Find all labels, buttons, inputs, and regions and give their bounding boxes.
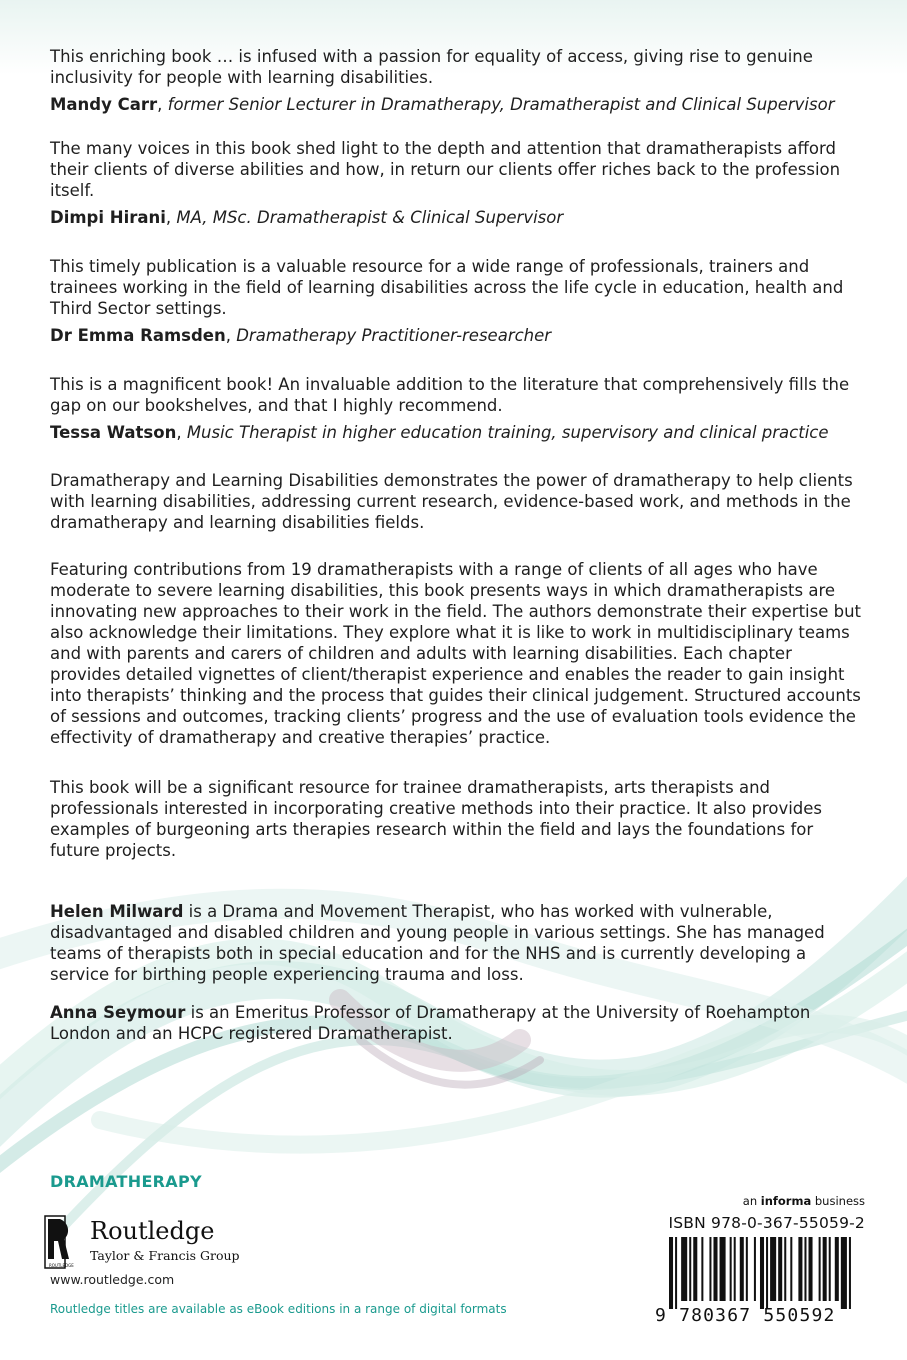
ebook-note: Routledge titles are available as eBook editions in a range of digital formats xyxy=(50,1302,507,1316)
barcode-bar xyxy=(770,1237,776,1301)
barcode-bar xyxy=(841,1237,847,1309)
informa-business-label: an informa business xyxy=(742,1194,865,1208)
publisher-name: Routledge xyxy=(90,1217,215,1245)
description-paragraph-1: Dramatherapy and Learning Disabilities demonstrates the power of dramatherapy to help clients with learning disabilities, addressing current research, evidence-based work, and methods in the dramatherapy and learning disabilities fields. xyxy=(50,471,853,532)
series-label: DRAMATHERAPY xyxy=(50,1172,202,1191)
publisher-group: Taylor & Francis Group xyxy=(90,1248,240,1263)
barcode-bar xyxy=(754,1237,756,1301)
barcode-bar xyxy=(746,1237,748,1301)
barcode-bar xyxy=(798,1237,802,1301)
barcode xyxy=(655,1237,865,1325)
publisher-logo xyxy=(44,1215,264,1271)
endorsement-name: Dimpi Hirani xyxy=(50,208,166,227)
isbn-label: ISBN 978-0-367-55059-2 xyxy=(668,1214,865,1232)
barcode-bar xyxy=(689,1237,691,1301)
description-paragraph-2: Featuring contributions from 19 dramatherapists with a range of clients of all ages who have moderate to severe learning disabilities, this book presents ways in which dramatherapists are innovating new approaches to their work in the field. The authors demonstrate their expertise but also acknowledge their limitations. They explore what it is like to work in multidisciplinary teams and with parents and carers of children and adults with learning disabilities. Each chapter provides detailed vignettes of client/therapist experience and enables the reader to gain insight into therapists’ thinking and the process that guides their clinical judgement. Structured accounts of sessions and outcomes, tracking clients’ progress and the use of evaluation tools evidence the effectivity of dramatherapy and creative therapies’ practice. xyxy=(50,560,862,747)
author-bio-2 xyxy=(50,1002,865,1044)
informa-brand: informa xyxy=(760,1194,812,1208)
endorsement-2: The many voices in this book shed light to the depth and attention that dramatherapists afford their clients of diverse abilities and how, in return our clients offer riches back to the profession itself. Dimpi Hirani, MA, MSc. Dramatherapist & Clinical Supervisor xyxy=(50,138,865,228)
routledge-r-logo-icon xyxy=(44,1215,74,1271)
barcode-bar xyxy=(804,1237,806,1301)
barcode-bar xyxy=(778,1237,782,1301)
endorsement-name: Tessa Watson xyxy=(50,423,177,442)
barcode-bar xyxy=(693,1237,697,1301)
barcode-bar xyxy=(766,1237,768,1309)
barcode-bar xyxy=(849,1237,851,1309)
endorsement-quote: This is a magnificent book! An invaluable addition to the literature that comprehensively fills the gap on our bookshelves, and that I highly recommend. xyxy=(50,375,850,415)
endorsement-quote: The many voices in this book shed light to the depth and attention that dramatherapists afford their clients of diverse abilities and how, in return our clients offer riches back to the profession itself. xyxy=(50,139,841,200)
barcode-bar xyxy=(819,1237,821,1301)
barcode-bar xyxy=(823,1237,827,1301)
endorsement-quote: This timely publication is a valuable resource for a wide range of professionals, trainers and trainees working in the field of learning disabilities across the life cycle in education, health and Third Sector settings. xyxy=(50,257,844,318)
barcode-bar xyxy=(784,1237,786,1301)
barcode-bar xyxy=(835,1237,839,1301)
barcode-bar xyxy=(669,1237,673,1309)
author-bio-text: is a Drama and Movement Therapist, who has worked with vulnerable, disadvantaged and disabled children and young people in various settings. She has managed teams of therapists both in special education and for the NHS and is currently developing a service for birthing people experiencing trauma and loss. xyxy=(50,902,825,984)
author-bio-text: is an Emeritus Professor of Dramatherapy at the University of Roehampton London and an HCPC registered Dramatherapist. xyxy=(50,1003,811,1043)
description-paragraph-3: This book will be a significant resource for trainee dramatherapists, arts therapists and professionals interested in incorporating creative methods into their practice. It also provides examples of burgeoning arts therapies research within the field and lays the foundations for future projects. xyxy=(50,778,823,860)
endorsement-role: MA, MSc. Dramatherapist & Clinical Supervisor xyxy=(176,208,564,227)
barcode-bar xyxy=(809,1237,813,1301)
barcode-bar xyxy=(675,1237,677,1309)
publisher-url[interactable]: www.routledge.com xyxy=(50,1272,175,1287)
barcode-bar xyxy=(790,1237,792,1301)
endorsement-role: Dramatherapy Practitioner-researcher xyxy=(236,326,552,345)
barcode-bar xyxy=(701,1237,703,1301)
author-name: Anna Seymour xyxy=(50,1003,186,1022)
endorsement-quote: This enriching book … is infused with a passion for equality of access, giving rise to genuine inclusivity for people with learning disabilities. xyxy=(50,47,813,87)
barcode-bar xyxy=(829,1237,831,1301)
logo-mark-text: ROUTLEDGE xyxy=(49,1263,74,1268)
endorsement-role: Music Therapist in higher education training, supervisory and clinical practice xyxy=(186,423,829,442)
barcode-bar xyxy=(760,1237,764,1309)
endorsement-name: Dr Emma Ramsden xyxy=(50,326,226,345)
barcode-bar xyxy=(730,1237,732,1301)
endorsement-4: This is a magnificent book! An invaluable addition to the literature that comprehensively fills the gap on our bookshelves, and that I highly recommend. Tessa Watson, Music Therapist in higher education training, supervisory and clinical practice xyxy=(50,374,865,443)
barcode-bar xyxy=(720,1237,726,1301)
barcode-bar xyxy=(713,1237,717,1301)
barcode-digits: 9 780367 550592 xyxy=(655,1305,836,1326)
barcode-bar xyxy=(681,1237,687,1301)
endorsement-1: This enriching book … is infused with a passion for equality of access, giving rise to genuine inclusivity for people with learning disabilities. Mandy Carr, former Senior Lecturer in Dramatherapy, Dramatherapist and Clinical Supervisor xyxy=(50,46,865,115)
author-name: Helen Milward xyxy=(50,902,184,921)
barcode-bars xyxy=(669,1237,855,1309)
barcode-bar xyxy=(740,1237,744,1301)
barcode-bar xyxy=(709,1237,711,1301)
endorsement-3: This timely publication is a valuable resource for a wide range of professionals, trainers and trainees working in the field of learning disabilities across the life cycle in education, health and Third Sector settings. Dr Emma Ramsden, Dramatherapy Practitioner-researcher xyxy=(50,256,865,346)
barcode-bar xyxy=(734,1237,736,1301)
endorsement-name: Mandy Carr xyxy=(50,95,158,114)
endorsement-role: former Senior Lecturer in Dramatherapy, Dramatherapist and Clinical Supervisor xyxy=(167,95,835,114)
author-bio-1 xyxy=(50,901,865,985)
